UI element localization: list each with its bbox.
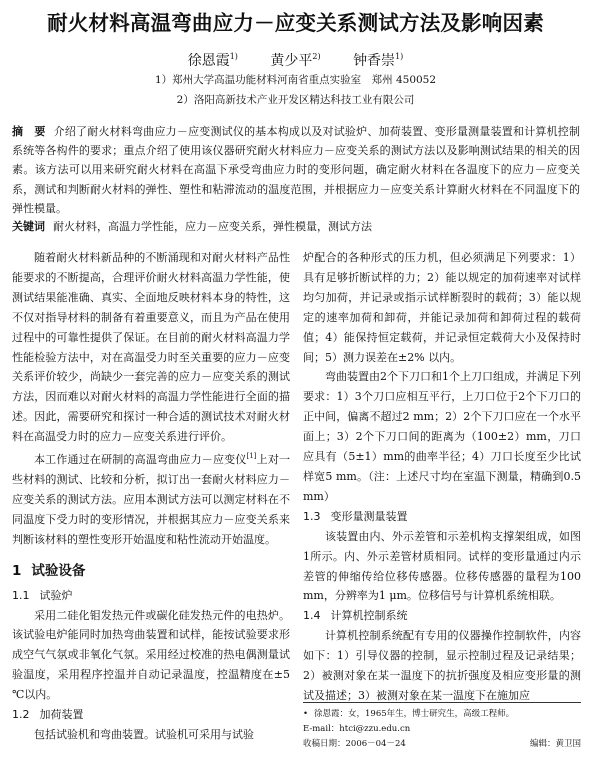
section-heading-1: [12, 560, 290, 582]
right-paragraph-2: 弯曲装置由2个下刀口和1个上刀口组成，并满足下列要求：1）3个刀口应相互平行，上刀口位于2个下刀口的正中间，偏离不超过2 mm；2）2个下刀口应在一个水平面上；3）2个下刀口间的距离为（100±2）mm，刀口应具有（5±1）mm的曲率半径；4）刀口长度至少比试样宽5 mm。（注：上述尺寸均在室温下测量，精确到0.5 mm）: [303, 370, 581, 503]
keywords-text: 耐火材料，高温力学性能，应力－应变关系，弹性模量，测试方法: [53, 220, 372, 233]
paper-title: 耐火材料高温弯曲应力－应变关系测试方法及影响因素: [47, 11, 544, 35]
subsection-1-2-text: 包括试验机和弯曲装置。试验机可采用与试验: [34, 727, 254, 741]
editor-name: 编辑：黄卫国: [529, 739, 581, 749]
subsection-title: 计算机控制系统: [330, 609, 408, 623]
author-2: [270, 50, 320, 70]
keywords-label: 关键词: [12, 220, 45, 233]
author-3: [353, 50, 403, 70]
affiliation-mark: 2): [312, 52, 321, 61]
subsection-title: 变形量测量装置: [330, 509, 408, 523]
affiliation-2: 2）洛阳高新技术产业开发区精达科技工业有限公司: [176, 94, 415, 106]
author-info-text: 徐恩霞：女，1965年生，博士研究生，高级工程师。: [314, 709, 515, 719]
author-name: 黄少平: [270, 53, 313, 69]
subsection-number: 1.1: [12, 588, 30, 602]
intro-paragraph-1: 随着耐火材料新品种的不断涌现和对耐火材料产品性能要求的不断提高，合理评价耐火材料高温力学性能，使测试结果能准确、真实、全面地反映材料本身的特性，这不仅对指导材料的制备有着重要意义，而且为产品在使用过程中的可靠性提供了保证。在目前的耐火材料高温力学性能检验方法中，对在高温受力时至关重要的应力－应变关系评价较少，尚缺少一套完善的应力－应变关系的测试方法，因而难以对耐火材料的高温力学性能进行全面的描述。因此，需要研究和探讨一种合适的测试技术对耐火材料在高温受力时的应力－应变关系进行评价。: [12, 251, 290, 444]
subsection-heading-1-3: [303, 507, 581, 527]
footnote-dates: [303, 737, 581, 752]
author-name: 钟香崇: [353, 53, 396, 69]
affiliation-mark: 1): [229, 52, 238, 61]
affiliation-1: 1）郑州大学高温功能材料河南省重点实验室 郑州 450052: [154, 74, 437, 86]
subsection-heading-1-2: [12, 705, 290, 725]
bullet-icon: •: [303, 709, 309, 719]
subsection-number: 1.4: [303, 609, 321, 623]
subsection-title: 加荷装置: [39, 708, 84, 722]
right-paragraph-1: 炉配合的各种形式的压力机，但必须满足下列要求：1）具有足够折断试样的力；2）能以规定的加荷速率对试样均匀加荷，并记录或指示试样断裂时的载荷；3）能以规定的速率加荷和卸荷，并能记录加荷和卸荷过程的载荷值；4）能保持恒定载荷，并记录恒定载荷大小及保持时间；5）测力误差在±2% 以内。: [303, 251, 581, 364]
footnote-email: E-mail：htci@zzu.edu.cn: [303, 724, 411, 734]
subsection-title: 试验炉: [39, 588, 73, 602]
author-1: [188, 50, 238, 70]
author-list: [0, 50, 591, 70]
right-column: [303, 248, 581, 706]
author-name: 徐恩霞: [187, 53, 230, 69]
subsection-number: 1.2: [12, 708, 30, 722]
subsection-1-4-text: 计算机控制系统配有专用的仪器操作控制软件，内容如下：1）引导仪器的控制，显示控制过程及记录结果；2）被测对象在某一温度下的抗折强度及相应变形量的测试及描述；3）被测对象在某一温度下在施加应: [303, 629, 581, 702]
citation-ref: [1]: [246, 452, 257, 461]
footnote: [303, 702, 581, 752]
abstract-text: 介绍了耐火材料弯曲应力－应变测试仪的基本构成以及对试验炉、加荷装置、变形量测量装置和计算机控制系统等各构件的要求；重点介绍了使用该仪器研究耐火材料应力－应变关系的测试方法以及影响测试结果的相关的因素。该方法可以用来研究耐火材料在高温下承受弯曲应力时的变形问题，确定耐火材料在各温度下的应力－应变关系，测试和判断耐火材料的弹性、塑性和粘滞流动的温度范围，并根据应力－应变关系计算耐火材料在不同温度下的弹性模量。: [12, 125, 581, 215]
subsection-1-1-text: 采用二硅化钼发热元件或碳化硅发热元件的电热炉。该试验电炉能同时加热弯曲装置和试样，能按试验要求形成空气气氛或非氧化气氛。采用经过校准的热电偶测量试验温度，采用程序控温并自动记录温度，控温精度在±5 ℃以内。: [12, 608, 290, 702]
paragraph-text: 上对一些材料的测试、比较和分析，拟订出一套耐火材料应力－应变关系的测试方法。应用本测试方法可以测定材料在不同温度下受力时的变形情况，并根据其应力－应变关系来判断该材料的塑性变形开始温度和粘性流动开始温度。: [12, 453, 291, 546]
abstract-label: 摘 要: [12, 125, 46, 138]
subsection-number: 1.3: [303, 509, 321, 523]
subsection-1-3-text: 该装置由内、外示差管和示差机构支撑架组成，如图1所示。内、外示差管材质相同。试样的变形量通过内示差管的伸缩传给位移传感器。位移传感器的量程为100 mm，分辨率为1 μm。位移信号与计算机系统相联。: [303, 529, 581, 603]
received-date: 收稿日期：2006－04－24: [303, 739, 406, 749]
abstract: [12, 122, 580, 218]
section-title: 试验设备: [31, 562, 86, 579]
subsection-heading-1-1: [12, 586, 290, 606]
footnote-author-info: [303, 707, 581, 722]
paragraph-text: 本工作通过在研制的高温弯曲应力－应变仪: [34, 453, 247, 467]
keywords: [12, 217, 580, 236]
left-column: [12, 248, 290, 745]
section-number: 1: [12, 562, 22, 579]
subsection-heading-1-4: [303, 606, 581, 626]
affiliation-mark: 1): [395, 52, 404, 61]
intro-paragraph-2: [12, 447, 290, 550]
